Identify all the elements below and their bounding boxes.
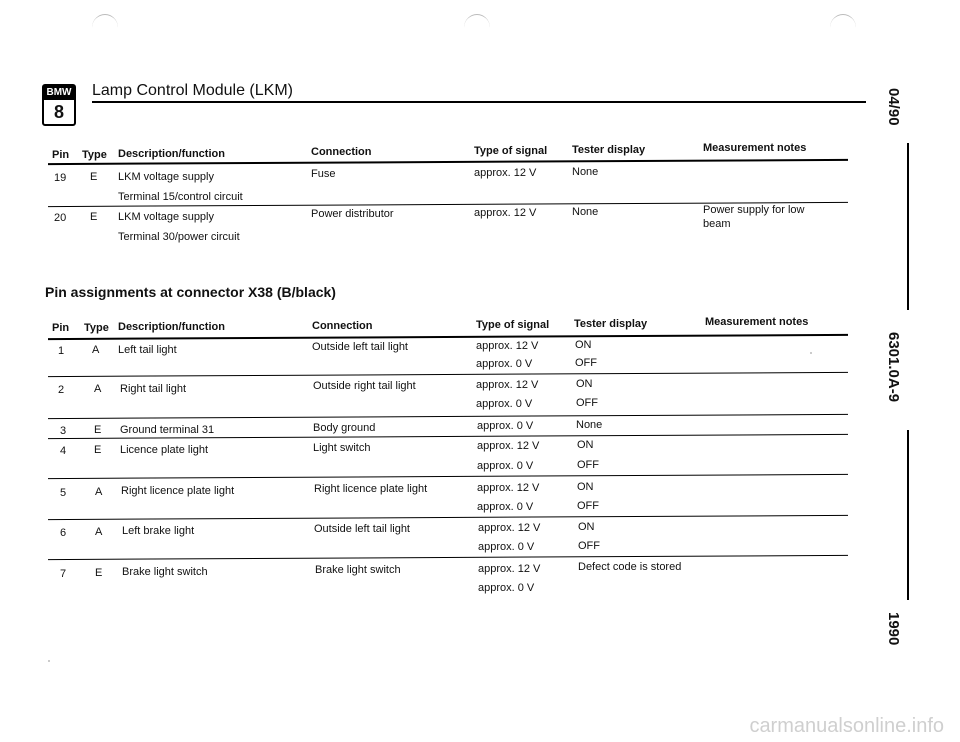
t2-row5-signal: approx. 12 V xyxy=(477,482,540,494)
registration-mark-center xyxy=(464,14,490,41)
side-rule-bottom xyxy=(907,430,909,600)
t2-row6-description: Left brake light xyxy=(122,525,195,537)
t2-row6-connection: Outside left tail light xyxy=(314,523,410,535)
t2-rule-4 xyxy=(48,474,848,479)
t2-row1-tester-2: OFF xyxy=(575,357,597,369)
side-code: 6301.0A-9 xyxy=(885,332,902,403)
t2-rule-5 xyxy=(48,515,848,520)
t2-row2-signal: approx. 12 V xyxy=(476,379,539,391)
t2-row3-pin: 3 xyxy=(60,425,67,437)
t1-col-pin: Pin xyxy=(52,149,70,161)
t2-row2-tester-2: OFF xyxy=(576,397,598,409)
side-rule-top xyxy=(907,143,909,310)
t2-row4-connection: Light switch xyxy=(313,442,371,454)
side-year: 1990 xyxy=(885,612,902,646)
t2-row1-description: Left tail light xyxy=(118,344,177,356)
t2-row3-connection: Body ground xyxy=(313,422,376,434)
t2-col-tester: Tester display xyxy=(574,318,648,330)
t2-row7-description: Brake light switch xyxy=(122,566,208,578)
t2-row1-connection: Outside left tail light xyxy=(312,341,408,353)
t1-col-notes: Measurement notes xyxy=(703,142,807,154)
t1-row20-description-2: Terminal 30/power circuit xyxy=(118,231,240,243)
t2-row3-signal: approx. 0 V xyxy=(477,420,534,432)
t1-row19-connection: Fuse xyxy=(311,168,336,180)
t2-row6-signal-2: approx. 0 V xyxy=(478,541,535,553)
t2-row6-tester-2: OFF xyxy=(578,540,600,552)
t2-rule-6 xyxy=(48,555,848,560)
page-title: Lamp Control Module (LKM) xyxy=(92,82,293,99)
t2-row6-signal: approx. 12 V xyxy=(478,522,541,534)
t1-col-description: Description/function xyxy=(118,148,225,160)
t2-row4-signal: approx. 12 V xyxy=(477,440,540,452)
t2-col-connection: Connection xyxy=(312,320,373,332)
t2-row2-tester: ON xyxy=(576,378,593,390)
print-speck-2 xyxy=(48,660,50,662)
t1-row20-type: E xyxy=(90,211,98,223)
bmw-8-logo xyxy=(42,84,76,126)
t2-row7-signal-2: approx. 0 V xyxy=(478,582,535,594)
t2-col-pin: Pin xyxy=(52,322,70,334)
t2-col-description: Description/function xyxy=(118,321,225,333)
title-rule xyxy=(92,101,866,103)
t2-row1-type: A xyxy=(92,344,100,356)
t1-row19-pin: 19 xyxy=(54,172,67,184)
t2-row7-pin: 7 xyxy=(60,568,67,580)
section-title: Pin assignments at connector X38 (B/black) xyxy=(45,284,336,300)
t1-col-signal: Type of signal xyxy=(474,145,548,157)
t1-col-connection: Connection xyxy=(311,146,372,158)
t2-rule-2 xyxy=(48,414,848,419)
t2-row4-pin: 4 xyxy=(60,445,67,457)
t2-col-signal: Type of signal xyxy=(476,319,550,331)
t1-row20-connection: Power distributor xyxy=(311,208,394,220)
side-date: 04/90 xyxy=(885,88,902,126)
t2-row4-signal-2: approx. 0 V xyxy=(477,460,534,472)
t2-row5-pin: 5 xyxy=(60,487,67,499)
t2-row2-type: A xyxy=(94,383,102,395)
t2-row4-type: E xyxy=(94,444,102,456)
t2-row2-pin: 2 xyxy=(58,384,65,396)
t2-row6-tester: ON xyxy=(578,521,595,533)
t1-row20-notes-2: beam xyxy=(703,218,731,230)
registration-mark-right xyxy=(830,14,856,41)
t2-row7-connection: Brake light switch xyxy=(315,564,401,576)
logo-brand: BMW xyxy=(44,86,74,100)
t2-row2-signal-2: approx. 0 V xyxy=(476,398,533,410)
t2-row4-tester: ON xyxy=(577,439,594,451)
watermark: carmanualsonline.info xyxy=(749,715,944,737)
t2-row5-signal-2: approx. 0 V xyxy=(477,501,534,513)
t2-row4-description: Licence plate light xyxy=(120,444,209,456)
t2-col-notes: Measurement notes xyxy=(705,316,809,328)
t2-row1-signal-2: approx. 0 V xyxy=(476,358,533,370)
t1-row20-description: LKM voltage supply xyxy=(118,211,214,223)
t1-row20-pin: 20 xyxy=(54,212,67,224)
t2-col-type: Type xyxy=(84,322,109,334)
t2-row6-pin: 6 xyxy=(60,527,67,539)
t2-row3-type: E xyxy=(94,424,102,436)
logo-number: 8 xyxy=(53,102,64,122)
t2-row2-description: Right tail light xyxy=(120,383,187,395)
t2-row2-connection: Outside right tail light xyxy=(313,380,416,392)
t2-row6-type: A xyxy=(95,526,103,538)
t2-row5-tester: ON xyxy=(577,481,594,493)
print-speck xyxy=(810,352,812,354)
t1-row20-signal: approx. 12 V xyxy=(474,207,537,219)
t2-row5-type: A xyxy=(95,486,103,498)
t2-header-rule xyxy=(48,334,848,340)
t2-row1-signal: approx. 12 V xyxy=(476,340,539,352)
t2-row7-tester: Defect code is stored xyxy=(578,561,682,573)
t1-row19-type: E xyxy=(90,171,98,183)
t2-row5-description: Right licence plate light xyxy=(121,485,235,497)
t1-row19-signal: approx. 12 V xyxy=(474,167,537,179)
t1-col-type: Type xyxy=(82,149,107,161)
t2-row1-tester: ON xyxy=(575,339,592,351)
t2-row1-pin: 1 xyxy=(58,345,65,357)
t2-row5-connection: Right licence plate light xyxy=(314,483,428,495)
t2-row7-signal: approx. 12 V xyxy=(478,563,541,575)
t2-row3-description: Ground terminal 31 xyxy=(120,424,215,436)
t2-row3-tester: None xyxy=(576,419,603,431)
t1-row20-tester: None xyxy=(572,206,599,218)
t1-row19-description-2: Terminal 15/control circuit xyxy=(118,191,243,203)
t2-row4-tester-2: OFF xyxy=(577,459,599,471)
t2-row5-tester-2: OFF xyxy=(577,500,599,512)
t1-row19-description: LKM voltage supply xyxy=(118,171,214,183)
t2-rule-1 xyxy=(48,372,848,377)
t1-row20-notes: Power supply for low xyxy=(703,204,805,216)
t2-row7-type: E xyxy=(95,567,103,579)
registration-mark-left xyxy=(92,14,118,41)
t1-col-tester: Tester display xyxy=(572,144,646,156)
t1-row19-tester: None xyxy=(572,166,599,178)
